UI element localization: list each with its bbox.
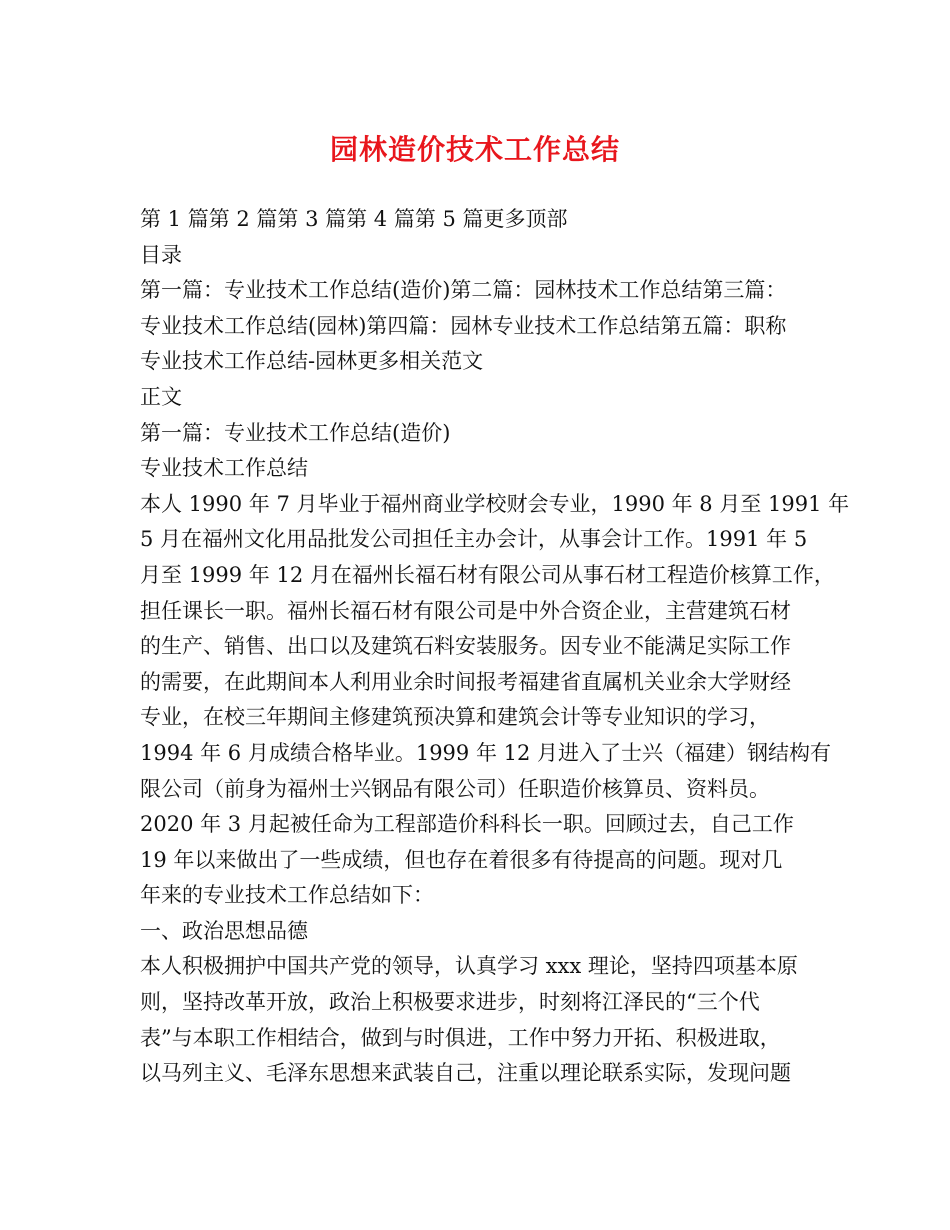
body-heading: 正文: [140, 384, 182, 409]
paragraph-line: 以马列主义、毛泽东思想来武装自己，注重以理论联系实际，发现问题: [140, 1061, 791, 1086]
paragraph-line: 月至 1999 年 12 月在福州长福石材有限公司从事石材工程造价核算工作，: [140, 562, 835, 587]
document-title: 园林造价技术工作总结: [329, 133, 620, 166]
paragraph-line: 本人 1990 年 7 月毕业于福州商业学校财会专业，1990 年 8 月至 1991 年: [140, 491, 850, 516]
paragraph-line: 则，坚持改革开放，政治上积极要求进步，时刻将江泽民的“三个代: [140, 990, 760, 1015]
document-body: [140, 202, 850, 1092]
paragraph-line: 专业，在校三年期间主修建筑预决算和建筑会计等专业知识的学习，: [140, 705, 770, 730]
paragraph-line: 年来的专业技术工作总结如下：: [140, 883, 434, 908]
nav-links-line: 第 1 篇第 2 篇第 3 篇第 4 篇第 5 篇更多顶部: [140, 207, 568, 231]
toc-line: 专业技术工作总结(园林)第四篇：园林专业技术工作总结第五篇：职称: [140, 313, 787, 338]
paragraph-line: 1994 年 6 月成绩合格毕业。1999 年 12 月进入了士兴（福建）钢结构有: [140, 740, 832, 765]
toc-heading: 目录: [140, 242, 182, 267]
section-subheading: 专业技术工作总结: [140, 456, 308, 481]
toc-line: 专业技术工作总结-园林更多相关范文: [140, 349, 484, 374]
paragraph-line: 限公司（前身为福州士兴钢品有限公司）任职造价核算员、资料员。: [140, 776, 770, 801]
paragraph-line: 表”与本职工作相结合，做到与时俱进，工作中努力开拓、积极进取，: [140, 1025, 781, 1050]
section-heading: 第一篇：专业技术工作总结(造价): [140, 420, 451, 445]
paragraph-line: 的需要，在此期间本人利用业余时间报考福建省直属机关业余大学财经: [140, 669, 791, 694]
paragraph-line: 2020 年 3 月起被任命为工程部造价科科长一职。回顾过去，自己工作: [140, 812, 794, 837]
paragraph-line: 本人积极拥护中国共产党的领导，认真学习 xxx 理论，坚持四项基本原: [140, 954, 798, 979]
toc-line: 第一篇：专业技术工作总结(造价)第二篇：园林技术工作总结第三篇：: [140, 278, 787, 303]
paragraph-line: 19 年以来做出了一些成绩，但也存在着很多有待提高的问题。现对几: [140, 847, 783, 872]
paragraph-line: 担任课长一职。福州长福石材有限公司是中外合资企业，主营建筑石材: [140, 598, 791, 623]
section-heading: 一、政治思想品德: [140, 918, 308, 943]
paragraph-line: 的生产、销售、出口以及建筑石料安装服务。因专业不能满足实际工作: [140, 634, 791, 659]
paragraph-line: 5 月在福州文化用品批发公司担任主办会计，从事会计工作。1991 年 5: [140, 527, 808, 552]
